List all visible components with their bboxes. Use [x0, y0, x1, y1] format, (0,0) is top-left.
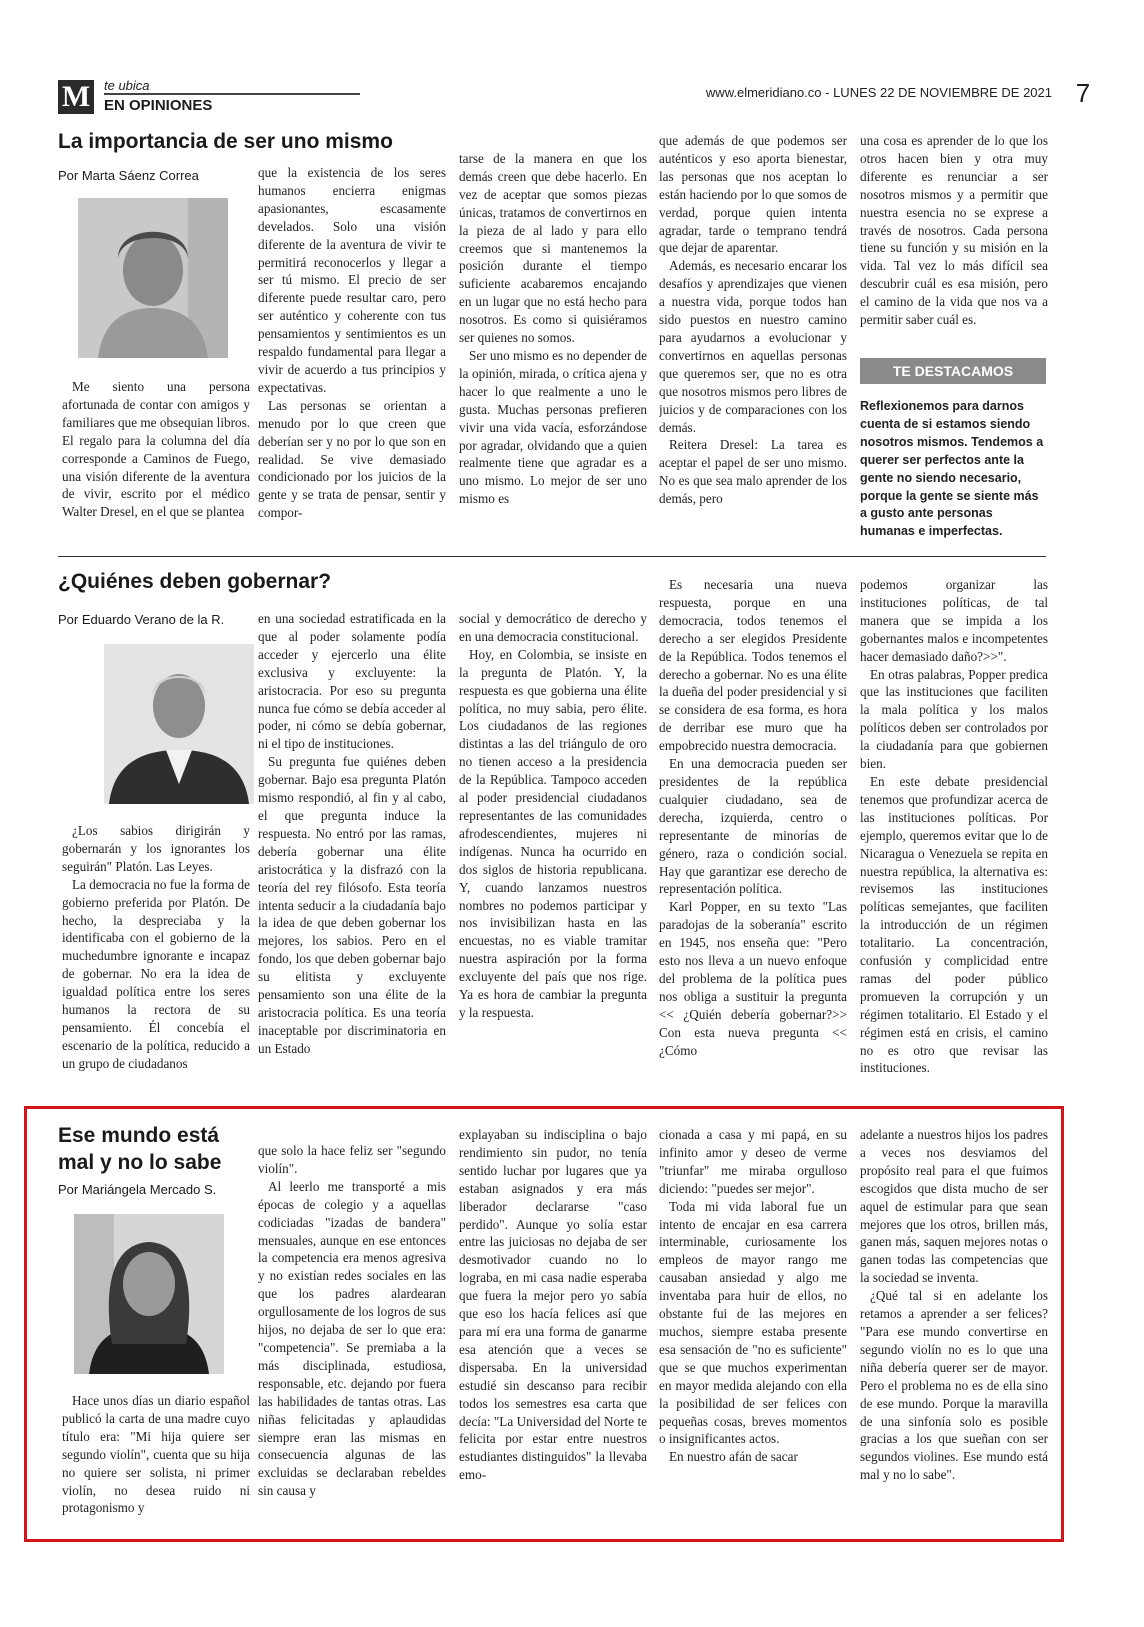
highlight-quote: Reflexionemos para darnos cuenta de si estamos siendo nosotros mismos. Tendemos a querer ser perfectos ante la gente no siendo necesario, porque la gente se siente más a gusto ante personas humanas e imperfectas.: [860, 399, 1044, 539]
article-byline: Por Eduardo Verano de la R.: [58, 612, 225, 627]
page-header: [58, 78, 1091, 122]
portrait-image: [78, 198, 228, 358]
article-column: explayaban su indisciplina o bajo rendimiento sin pudor, no tenía sentido luchar por lugares que ya estaban asignados y era más liberador declararse "caso perdido". Aunque yo solía estar entre las juiciosas no dejaba de ser desmotivador cuando no lo lograba, en mi casa nadie esperaba que fuera la mejor pero yo sabía que eso los hacía felices así que para mí era una forma de ganarme esa atención que a veces se dispersaba. En la universidad estudié sin descanso para recibir todos los semestres esa carta que decía: "La Universidad del Norte te felicita por estar entre nuestros estudiantes distinguidos" la llevaba emo-: [459, 1127, 647, 1483]
article-column: que además de que podemos ser auténticos y eso aporta bienestar, las personas que nos aceptan lo están haciendo por lo que somos de verdad, porque quien intenta agradar, tarde o temprano tendrá que dejar de aparentar. Además, es necesario encarar los desafíos y aprendizajes que vienen a nuestra vida, porque todos han sido puestos en nuestro camino para ayudarnos a evolucionar y convertirnos en aquellas personas que queremos ser, que no es otra que nosotros mismos pero libres de juicios y de comparaciones con los demás. Reitera Dresel: La tarea es aceptar el papel de ser uno mismo. No es que sea malo aprender de los demás, pero: [659, 133, 847, 507]
article-3: [58, 1122, 1084, 1534]
article-column: que solo la hace feliz ser "segundo violín". Al leerlo me transporté a mis épocas de colegio y a aquellas codiciadas "izadas de bandera" mensuales, aunque en ese entonces la competencia era menos agresiva y no existían redes sociales en las que los padres alardearan orgullosamente de los logros de sus hijos, no dejaba de ser lo que era: "competencia". Se premiaba a la más disciplinada, estudiosa, responsable, etc. dejando por fuera las habilidades de tantas otras. Las niñas felicitadas y aplaudidas siempre eran las mismas en consecuencia algunas de las excluidas se declaraban rebeldes sin causa y: [258, 1143, 446, 1499]
section-divider: [104, 93, 360, 95]
article-column: ¿Los sabios dirigirán y gobernarán y los ignorantes los seguirán" Platón. Las Leyes. La democracia no fue la forma de gobierno preferida por Platón. De hecho, la despreciaba y la identificaba con el gobierno de la muchedumbre ignorante e incapaz de gobernar. No era la idea de igualdad política entre los seres humanos la rectora de su pensamiento. Él concebía el escenario de la política, reducido a un grupo de ciudadanos: [62, 823, 250, 1071]
article-byline: Por Marta Sáenz Correa: [58, 168, 199, 183]
article-byline: Por Mariángela Mercado S.: [58, 1182, 217, 1197]
portrait-image: [104, 644, 254, 804]
article-2: [58, 568, 1084, 1098]
article-column: Es necesaria una nueva respuesta, porque en una democracia, todos tenemos el derecho a ser elegidos Presidente de la República. Todos tenemos el derecho a gobernar. No es una élite la dueña del poder presidencial y si se considera de esa forma, es hora de derribar ese muro que ha empobrecido nuestra democracia. En una democracia pueden ser presidentes de la república cualquier ciudadano, sea de derecha, izquierda, centro o representante de minorías de género, raza o condición social. Hay que garantizar ese derecho de representación política. Karl Popper, en su texto "Las paradojas de la soberanía" escrito en 1945, nos enseña que: "Pero esto nos lleva a un nuevo enfoque del problema de la política pues nos obliga a sustituir la pregunta << ¿Quién debería gobernar?>> Con esta nueva pregunta << ¿Cómo: [659, 577, 847, 1058]
author-photo: [78, 198, 228, 358]
article-column: podemos organizar las instituciones políticas, de tal manera que se impida a los gobernantes malos e incompetentes hacer demasiado daño?>>". En otras palabras, Popper predica que las instituciones que faciliten la mala política y los malos políticos deben ser controlados por la ciudadanía para que gobiernen bien. En este debate presidencial tenemos que profundizar acerca de las instituciones políticas. Por ejemplo, queremos evitar que lo de Nicaragua o Venezuela se repita en nuestra república, la alternativa es: revisemos las instituciones políticas semejantes, que faciliten la introducción de un régimen totalitario. La concentración, confusión y complicidad entre ramas del poder público promueven la corrupción y un régimen totalitario. El Estado y el régimen está en crisis, el camino no es otro que revisar las instituciones.: [860, 577, 1048, 1076]
article-column: Hace unos días un diario español publicó la carta de una madre cuyo título era: "Mi hija quiere ser segundo violín", cuenta que su hija no quiere ser solista, ni primer violín, no desea ruido ni protagonismo y: [62, 1393, 250, 1516]
section-kicker: te ubica: [104, 78, 150, 93]
article-title: Ese mundo está mal y no lo sabe: [58, 1124, 222, 1174]
article-1: [58, 128, 1084, 548]
author-photo: [104, 644, 254, 804]
article-divider: [58, 556, 1046, 557]
site-date-line: www.elmeridiano.co - LUNES 22 DE NOVIEMBRE DE 2021: [705, 85, 1052, 100]
article-title: ¿Quiénes deben gobernar?: [58, 570, 332, 593]
author-photo: [74, 1214, 224, 1374]
article-column: una cosa es aprender de lo que los otros hacen bien y otra muy diferente es renunciar a ser nosotros mismos y a permitir que nuestra esencia no se exprese a través de nosotros. Cada persona tiene su función y su misión en la vida. Tal vez lo más difícil sea descubrir cuál es esa misión, pero el camino de la vida que nos va a permitir saber cuál es.: [860, 133, 1048, 328]
article-column: adelante a nuestros hijos los padres a veces nos desviamos del propósito real para el que fuimos escogidos que dista mucho de ser aquel de estimular para que sean mejores que los otros, brillen más, ganen más, saquen mejores notas o ganen todas las competencias que la sociedad se inventa. ¿Qué tal si en adelante los retamos a aprender a ser felices? "Para ese mundo convertirse en segundo violín no es lo que una niña debería querer ser de mayor. Pero el problema no es de ella sino de ese mundo. Porque la maravilla de una sinfonía solo es posible gracias a los que sueñan con ser segundos violines. Ese mundo está mal y no lo sabe".: [860, 1127, 1048, 1483]
article-column: que la existencia de los seres humanos encierra enigmas apasionantes, escasamente develados. Solo una visión diferente de la aventura de vivir te permitirá reconocerlos y llegar a ser tú mismo. El precio de ser diferente puede resultar caro, pero ser auténtico y coherente con tus pensamientos y sentimientos es un respaldo fundamental para llegar a vivir de acuerdo a tus principios y expectativas. Las personas se orientan a menudo por lo que creen que deberían ser y no por lo que son en realidad. Se vive demasiado condicionado por los juicios de la gente y se trata de pensar, sentir y compor-: [258, 165, 446, 521]
article-column: cionada a casa y mi papá, en su infinito amor y deseo de verme "triunfar" me miraba orgulloso diciendo: "puedes ser mejor". Toda mi vida laboral fue un intento de encajar en esa carrera interminable, curiosamente los empleos de mayor rango me causaban ansiedad y algo me inventaba para huir de ellos, no obstante fui de las mejores en muchos, siempre estaba presente esa sensación de "no es suficiente" que se que muchos experimentan en mayor medida alejando con ella la posibilidad de ser felices con pequeñas cosas, breves momentos o insignificantes actos. En nuestro afán de sacar: [659, 1127, 847, 1465]
portrait-image: [74, 1214, 224, 1374]
article-title: La importancia de ser uno mismo: [58, 130, 393, 153]
section-name: EN OPINIONES: [104, 97, 213, 114]
article-column: Me siento una persona afortunada de contar con amigos y familiares que me obsequian libros. El regalo para la columna del día corresponde a Caminos de Fuego, una visión diferente de la aventura de vivir, escrito por el médico Walter Dresel, en el que se plantea: [62, 379, 250, 520]
article-column: en una sociedad estratificada en la que al poder solamente podía acceder y ejercerlo una élite exclusiva y excluyente: la aristocracia. Por eso su pregunta nunca fue cómo se debía acceder al poder, ni cómo se debía gobernar, ni el tipo de instituciones. Su pregunta fue quiénes deben gobernar. Bajo esa pregunta Platón mismo respondió, al fin y al cabo, el que pregunta induce la respuesta. No entró por las ramas, debería gobernar una élite aristocrática y la disfrazó con la teoría del rey filósofo. Esta teoría intenta seducir a la ciudadanía bajo la idea de que deben gobernar los mejores, los sabios. Pero en el fondo, los que deben gobernar bajo su elitista y excluyente pensamiento son una élite de la aristocracia política. Es una teoría inaceptable por discriminatoria en un Estado: [258, 611, 446, 1056]
logo: M: [58, 80, 94, 114]
article-column: tarse de la manera en que los demás creen que debe hacerlo. En vez de aceptar que somos piezas únicas, tratamos de convertirnos en la pieza de al lado y para ello creemos que si mantenemos la posición durante el tiempo suficiente acabaremos encajando en un lugar que no está hecho para nosotros. Es como si quisiéramos ser quienes no somos. Ser uno mismo es no depender de la opinión, mirada, o crítica ajena y hacer lo que realmente a uno le gusta. Muchas personas prefieren vivir una vida vacía, esforzándose por agradar, olvidando que a quien realmente tiene que agradar es a uno mismo. Lo mejor de ser uno mismo es: [459, 151, 647, 507]
article-column: social y democrático de derecho y en una democracia constitucional. Hoy, en Colombia, se insiste en la pregunta de Platón. Y, la respuesta es que gobierna una élite política, no muy sabia, pero élite. Los ciudadanos de las regiones distintas a las del triángulo de oro no tienen acceso a la presidencia de la República. Tampoco acceden al poder presidencial ciudadanos representantes de las comunidades afrodescendientes, mujeres ni indígenas. Nunca ha ocurrido en dos siglos de historia republicana. Y, cuando lanzamos nuestros nombres no podemos participar y nos invisibilizan hasta en las encuestas, no es viable tramitar nuestra aspiración por la forma excluyente del país que nos rige. Ya es hora de cambiar la pregunta y la respuesta.: [459, 611, 647, 1020]
highlight-box-title: TE DESTACAMOS: [860, 358, 1046, 384]
page-number: 7: [1075, 78, 1091, 108]
